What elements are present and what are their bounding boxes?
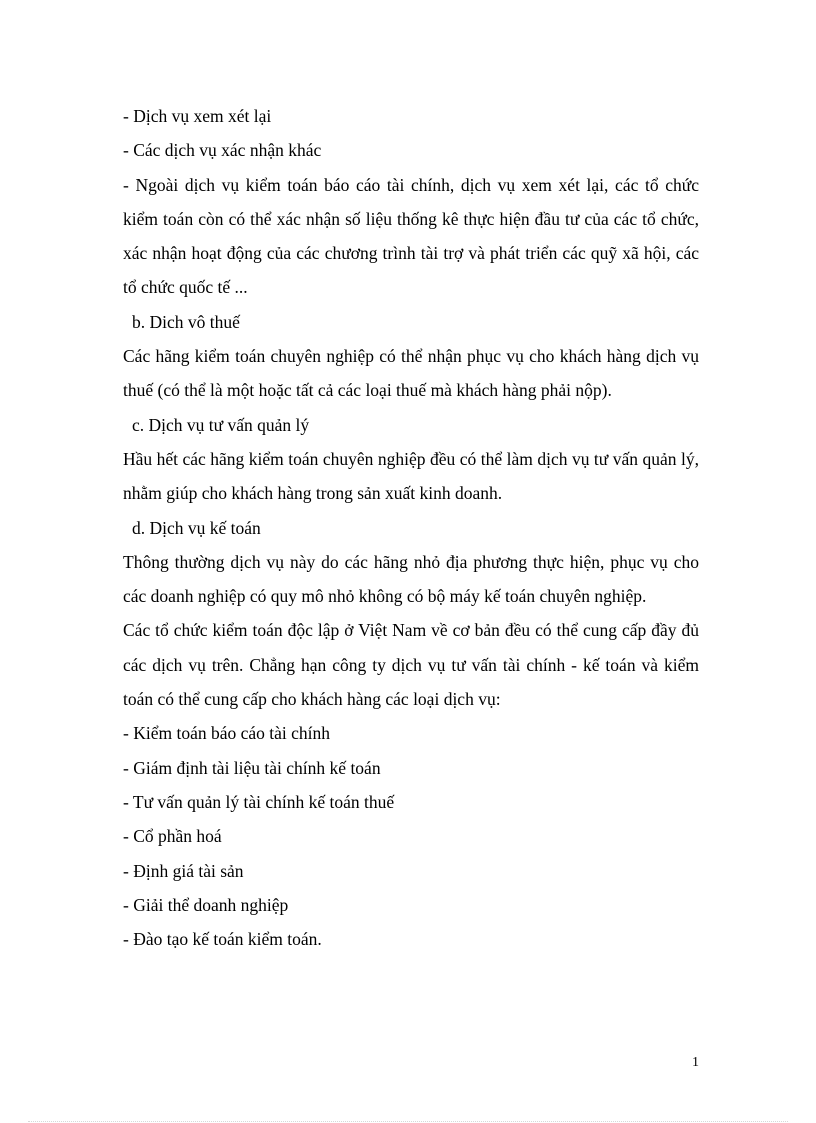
list-item-review-services: - Dịch vụ xem xét lại bbox=[123, 106, 272, 126]
paragraph-accounting-services: Thông thường dịch vụ này do các hãng nhỏ địa phương thực hiện, phục vụ cho các doanh nghiệp có quy mô nhỏ không có bộ máy kế toán chuyên nghiệp. bbox=[123, 551, 699, 607]
list-item-equitization: - Cổ phần hoá bbox=[123, 826, 222, 847]
section-heading-accounting-services: d. Dịch vụ kế toán bbox=[132, 517, 261, 538]
list-item-other-assurance-services: - Các dịch vụ xác nhận khác bbox=[123, 140, 322, 161]
paragraph-vietnam-audit-firms: Các tổ chức kiểm toán độc lập ở Việt Nam về cơ bản đều có thể cung cấp đầy đủ các dịch vụ trên. Chẳng hạn công ty dịch vụ tư vấn tài chính - kế toán và kiểm toán có thể cung cấp cho khách hàng các loại dịch vụ: bbox=[123, 620, 699, 710]
list-item-financial-statement-audit: - Kiểm toán báo cáo tài chính bbox=[123, 723, 331, 744]
section-heading-tax-services: b. Dich vô thuế bbox=[132, 311, 240, 332]
paragraph-management-consulting: Hầu hết các hãng kiểm toán chuyên nghiệp đều có thể làm dịch vụ tư vấn quản lý, nhằm giúp cho khách hàng trong sản xuất kinh doanh. bbox=[123, 448, 699, 504]
list-item-accounting-document-appraisal: - Giám định tài liệu tài chính kế toán bbox=[123, 757, 381, 778]
document-body bbox=[123, 99, 699, 956]
section-heading-management-consulting: c. Dịch vụ tư vấn quản lý bbox=[132, 414, 310, 435]
list-item-finance-tax-consulting: - Tư vấn quản lý tài chính kế toán thuế bbox=[123, 791, 395, 812]
page-bottom-divider bbox=[28, 1121, 788, 1122]
list-item-asset-valuation: - Định giá tài sản bbox=[123, 860, 244, 881]
paragraph-tax-services: Các hãng kiểm toán chuyên nghiệp có thể nhận phục vụ cho khách hàng dịch vụ thuế (có thể là một hoặc tất cả các loại thuế mà khách hàng phải nộp). bbox=[123, 346, 699, 401]
page-number: 1 bbox=[692, 1055, 699, 1070]
paragraph-other-confirmations: - Ngoài dịch vụ kiểm toán báo cáo tài chính, dịch vụ xem xét lại, các tổ chức kiểm toán còn có thể xác nhận số liệu thống kê thực hiện đầu tư của các tổ chức, xác nhận hoạt động của các chương trình tài trợ và phát triển các quỹ xã hội, các tổ chức quốc tế ... bbox=[123, 174, 699, 298]
list-item-accounting-audit-training: - Đào tạo kế toán kiểm toán. bbox=[123, 929, 322, 950]
list-item-business-dissolution: - Giải thể doanh nghiệp bbox=[123, 894, 289, 915]
